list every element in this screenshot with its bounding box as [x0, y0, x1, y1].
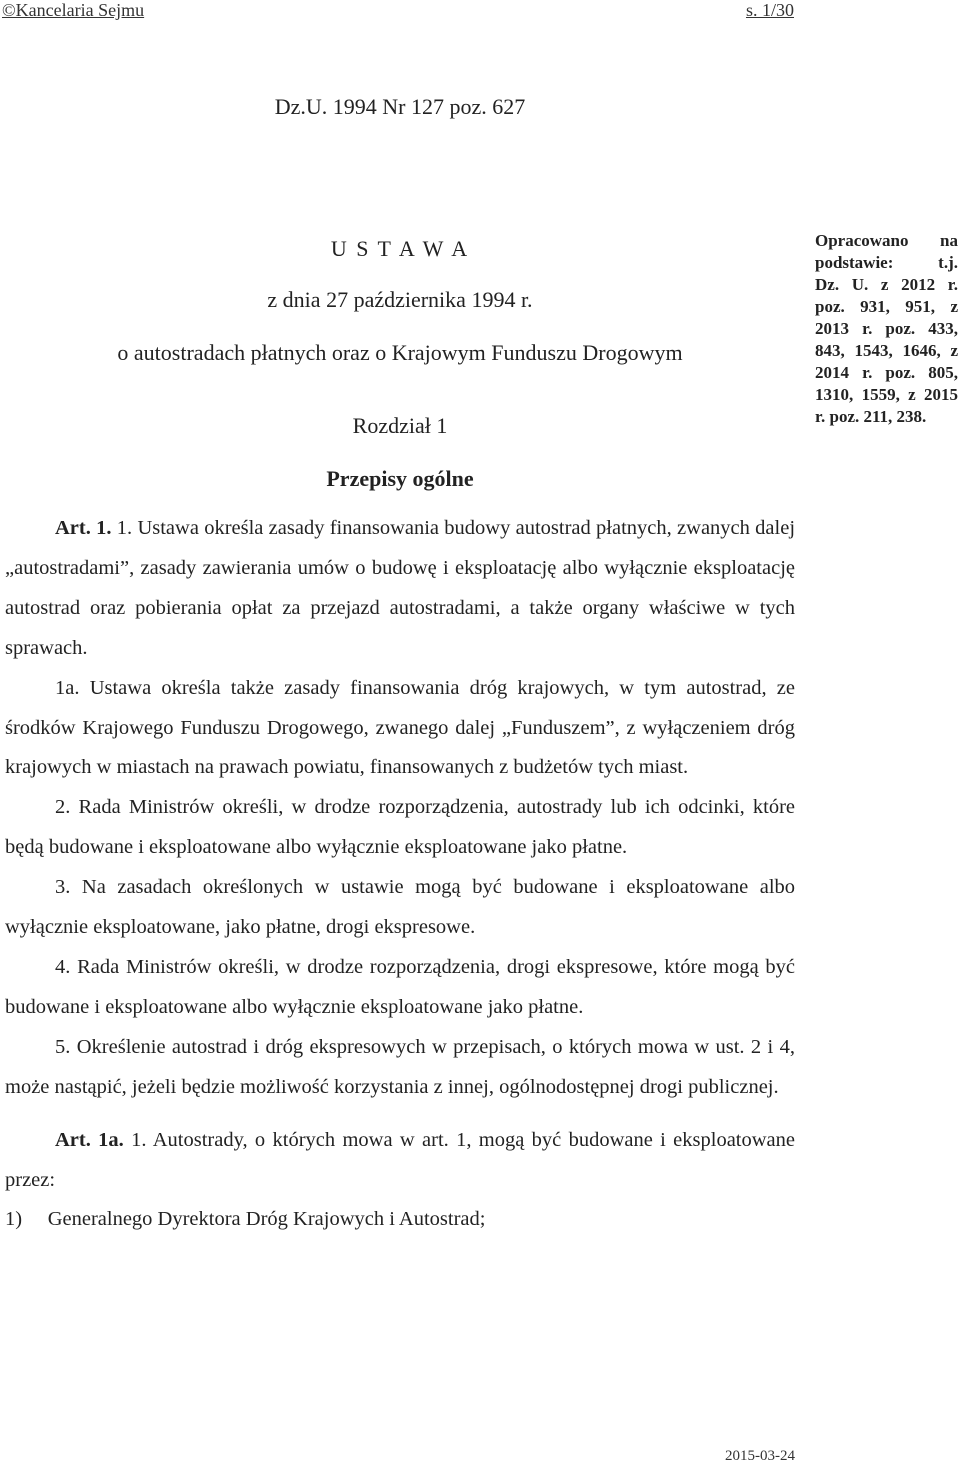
art1-par1a — [5, 669, 795, 789]
art1-par4-number: 4. — [55, 955, 71, 978]
art1-par1a-number: 1a. — [55, 676, 80, 699]
art1-par1a-text: Ustawa określa także zasady finansowania dróg krajowych, w tym autostrad, ze środków Krajowego Funduszu Drogowego, zwanego dalej „Funduszem”, z wyłączeniem dróg krajowych w miastach na prawach powiatu, finansowanych z budżetów tych miast. — [5, 676, 795, 779]
art1-par5-number: 5. — [55, 1035, 71, 1058]
art1-par2-number: 2. — [55, 796, 71, 819]
art1-par3 — [5, 868, 795, 948]
chapter-title: Przepisy ogólne — [326, 466, 474, 491]
act-title: o autostradach płatnych oraz o Krajowym Funduszu Drogowym — [117, 340, 683, 365]
side-note-text: Dz. U. z 2012 r. poz. 931, 951, z 2013 r. poz. 433, 843, 1543, 1646, z 2014 r. poz. 805, 1310, 1559, z 2015 r. poz. 211, 238. — [815, 275, 958, 426]
art1a-item1-number: 1) — [5, 1208, 23, 1231]
chapter-heading: Rozdział 1 — [352, 413, 448, 438]
art1a-heading: Art. 1a. — [55, 1128, 124, 1151]
publisher-header[interactable]: ©Kancelaria Sejmu — [2, 0, 145, 20]
art1-heading: Art. 1. — [55, 517, 112, 539]
art1-par5-text: Określenie autostrad i dróg ekspresowych w przepisach, o których mowa w ust. 2 i 4, może nastąpić, jeżeli będzie możliwość korzystania z innej, ogólnodostępnej drogi publicznej. — [5, 1035, 795, 1098]
art1-par4-text: Rada Ministrów określi, w drodze rozporządzenia, drogi ekspresowe, które mogą być budowane i eksploatowane albo wyłącznie eksploatowane jako płatne. — [5, 955, 796, 1018]
article-spacer — [5, 1108, 795, 1121]
act-type-heading: U S T A W A — [330, 236, 470, 261]
art1-par3-number: 3. — [55, 876, 71, 899]
art1-par5 — [5, 1028, 795, 1108]
art1a-par1-text: Autostrady, o których mowa w art. 1, mogą być budowane i eksploatowane przez: — [5, 1128, 796, 1191]
art1-par2-text: Rada Ministrów określi, w drodze rozporządzenia, autostrady lub ich odcinki, które będą budowane i eksploatowane albo wyłącznie eksploatowane jako płatne. — [5, 796, 795, 859]
page-number[interactable]: s. 1/30 — [745, 0, 794, 20]
art1-par1-text: Ustawa określa zasady finansowania budowy autostrad płatnych, zwanych dalej „autostradami”, zasady zawierania umów o budowę i eksploatację albo wyłącznie eksploatację autostrad oraz pobierania opłat za przejazd autostradami, a także organy właściwe w tych sprawach. — [5, 517, 796, 659]
art1-par1-number: 1. — [116, 517, 133, 539]
art1a-item1 — [5, 1200, 795, 1240]
consolidated-text-note — [815, 230, 958, 428]
document-body — [5, 509, 795, 1240]
art1a-item1-text: Generalnego Dyrektora Dróg Krajowych i Autostrad; — [47, 1208, 486, 1231]
art1-par1 — [5, 509, 795, 669]
act-date: z dnia 27 października 1994 r. — [267, 287, 533, 312]
journal-reference: Dz.U. 1994 Nr 127 poz. 627 — [274, 94, 526, 119]
art1-par3-text: Na zasadach określonych w ustawie mogą być budowane i eksploatowane albo wyłącznie eksploatowane, jako płatne, drogi ekspresowe. — [5, 876, 796, 939]
art1-par2 — [5, 788, 795, 868]
art1a-par1 — [5, 1121, 795, 1201]
document-date: 2015-03-24 — [725, 1448, 795, 1464]
art1a-par1-number: 1. — [131, 1128, 147, 1151]
side-note-label: Opracowano na podstawie: t.j. — [815, 231, 958, 272]
art1-par4 — [5, 948, 795, 1028]
